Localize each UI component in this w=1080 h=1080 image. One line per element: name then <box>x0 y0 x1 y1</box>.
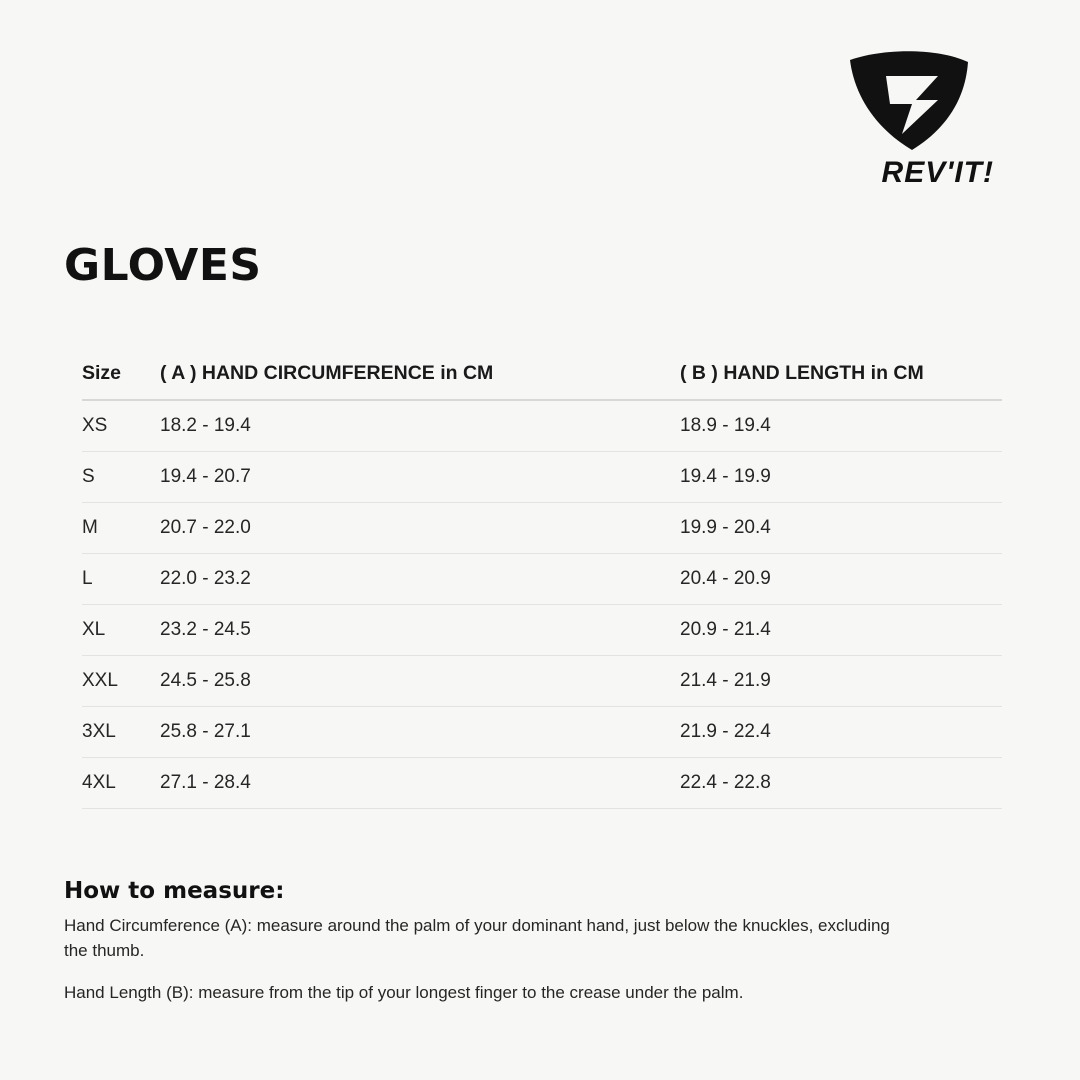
column-header-size: Size <box>82 362 160 400</box>
table-row <box>82 605 1002 656</box>
brand-logo <box>818 46 998 190</box>
table-row <box>82 758 1002 809</box>
cell-hand-length: 19.4 - 19.9 <box>680 452 1002 503</box>
column-header-hand-circumference: ( A ) HAND CIRCUMFERENCE in CM <box>160 362 680 400</box>
cell-hand-circumference: 25.8 - 27.1 <box>160 707 680 758</box>
how-to-measure-length-text: Hand Length (B): measure from the tip of your longest finger to the crease under the palm. <box>64 983 744 1003</box>
table-row <box>82 503 1002 554</box>
cell-size: XS <box>82 400 160 452</box>
table-body <box>82 400 1002 809</box>
cell-size: XXL <box>82 656 160 707</box>
cell-size: S <box>82 452 160 503</box>
cell-hand-length: 20.9 - 21.4 <box>680 605 1002 656</box>
table-row <box>82 554 1002 605</box>
cell-size: M <box>82 503 160 554</box>
column-header-hand-length: ( B ) HAND LENGTH in CM <box>680 362 1002 400</box>
cell-size: XL <box>82 605 160 656</box>
cell-hand-circumference: 23.2 - 24.5 <box>160 605 680 656</box>
cell-hand-length: 19.9 - 20.4 <box>680 503 1002 554</box>
how-to-measure-section <box>64 878 964 1006</box>
cell-hand-circumference: 19.4 - 20.7 <box>160 452 680 503</box>
table-row <box>82 452 1002 503</box>
cell-hand-circumference: 20.7 - 22.0 <box>160 503 680 554</box>
table-row <box>82 400 1002 452</box>
cell-size: 3XL <box>82 707 160 758</box>
size-table <box>82 362 1002 809</box>
table-header <box>82 362 1002 400</box>
size-table-container <box>82 362 1002 809</box>
revit-shield-icon <box>842 46 974 154</box>
table-row <box>82 707 1002 758</box>
cell-size: L <box>82 554 160 605</box>
how-to-measure-title: How to measure: <box>64 878 285 904</box>
table-row <box>82 656 1002 707</box>
cell-hand-length: 22.4 - 22.8 <box>680 758 1002 809</box>
cell-hand-circumference: 27.1 - 28.4 <box>160 758 680 809</box>
brand-wordmark: REV'IT! <box>881 156 994 189</box>
cell-hand-length: 20.4 - 20.9 <box>680 554 1002 605</box>
cell-size: 4XL <box>82 758 160 809</box>
cell-hand-circumference: 18.2 - 19.4 <box>160 400 680 452</box>
page-title: GLOVES <box>64 240 262 291</box>
cell-hand-length: 18.9 - 19.4 <box>680 400 1002 452</box>
how-to-measure-circumference-text: Hand Circumference (A): measure around the palm of your dominant hand, just below the knuckles, excluding the thumb. <box>64 916 890 960</box>
table-header-row <box>82 362 1002 400</box>
cell-hand-length: 21.9 - 22.4 <box>680 707 1002 758</box>
cell-hand-length: 21.4 - 21.9 <box>680 656 1002 707</box>
cell-hand-circumference: 24.5 - 25.8 <box>160 656 680 707</box>
cell-hand-circumference: 22.0 - 23.2 <box>160 554 680 605</box>
